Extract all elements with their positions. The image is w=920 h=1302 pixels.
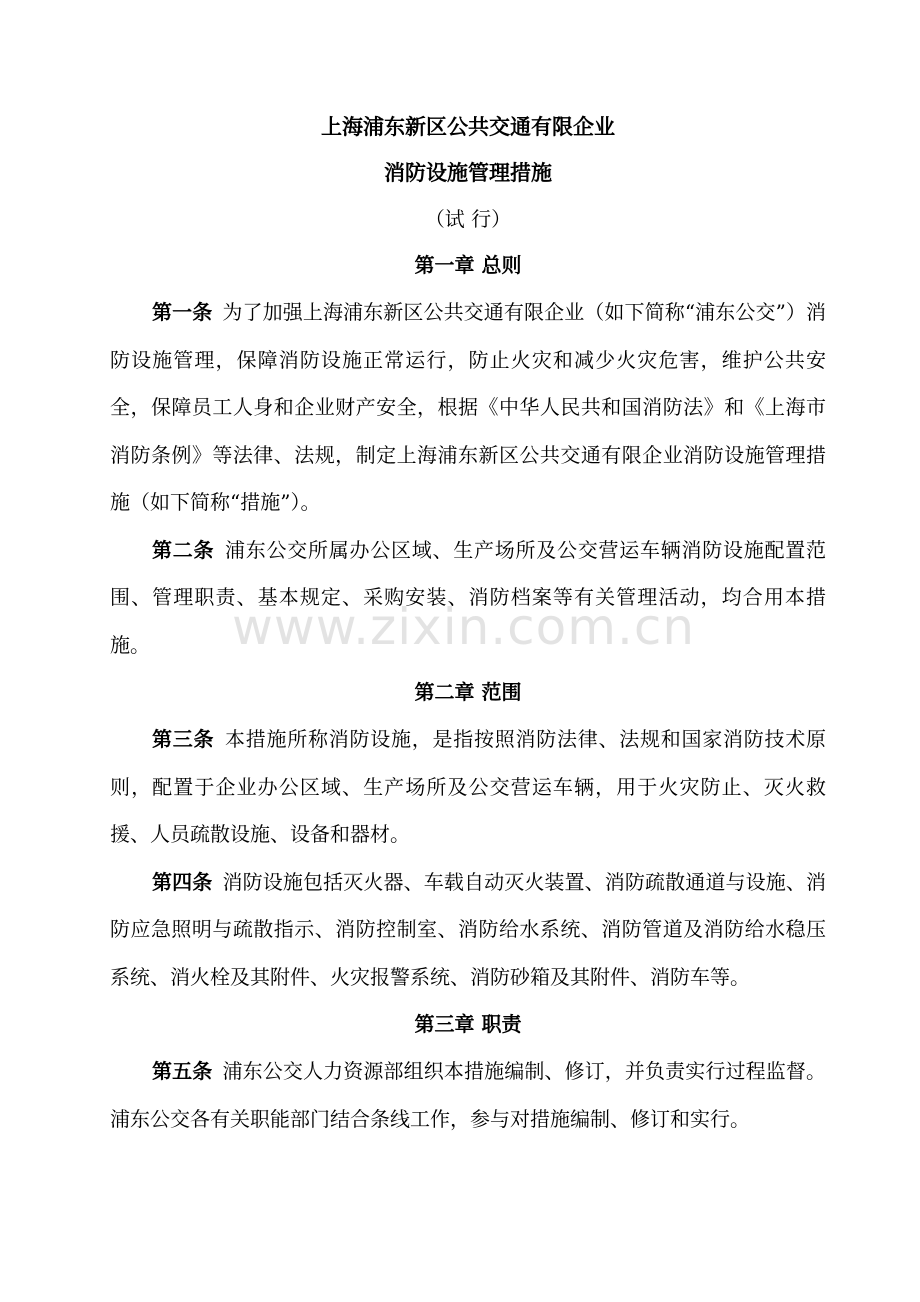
document-title-line2: 消防设施管理措施 [384,161,552,185]
article-3 [110,716,826,859]
article-4-text: 消防设施包括灭火器、车载自动灭火装置、消防疏散通道与设施、消防应急照明与疏散指示、消防控制室、消防给水系统、消防管道及消防给水稳压系统、消火栓及其附件、火灾报警系统、消防砂箱及其附件、消防车等。 [110,869,827,989]
watermark: www.zixin.com.cn [232,598,696,656]
document-page [110,104,826,1143]
article-2 [110,527,826,670]
chapter-2-heading: 第二章 范围 [414,680,522,704]
article-4 [110,859,826,1002]
article-2-label: 第二条 [152,537,215,562]
chapter-2 [110,669,826,1001]
article-1-text: 为了加强上海浦东新区公共交通有限企业（如下简称“浦东公交”）消防设施管理，保障消防设施正常运行，防止火灾和减少火灾危害，维护公共安全，保障员工人身和企业财产安全，根据《中华人民共和国消防法》和《上海市消防条例》等法律、法规，制定上海浦东新区公共交通有限企业消防设施管理措施（如下简称“措施”）。 [110,300,827,514]
article-1 [110,289,826,527]
chapter-3 [110,1001,826,1143]
article-3-text: 本措施所称消防设施，是指按照消防法律、法规和国家消防技术原则，配置于企业办公区域、生产场所及公交营运车辆，用于火灾防止、灭火救援、人员疏散设施、设备和器材。 [110,727,826,846]
chapter-3-heading: 第三章 职责 [414,1012,522,1036]
article-2-text: 浦东公交所属办公区域、生产场所及公交营运车辆消防设施配置范围、管理职责、基本规定、采购安装、消防档案等有关管理活动，均合用本措施。 [110,537,826,657]
article-4-label: 第四条 [152,869,213,894]
article-3-label: 第三条 [152,727,215,751]
document-subtitle: （试 行） [424,207,512,231]
article-1-label: 第一条 [152,300,213,324]
chapter-1-heading: 第一章 总则 [414,253,522,277]
article-5 [110,1048,826,1143]
document-title-line1: 上海浦东新区公共交通有限企业 [321,115,615,139]
article-5-text: 浦东公交人力资源部组织本措施编制、修订，并负责实行过程监督。浦东公交各有关职能部门结合条线工作，参与对措施编制、修订和实行。 [110,1059,827,1131]
article-5-label: 第五条 [152,1059,213,1083]
chapter-1 [110,242,826,669]
